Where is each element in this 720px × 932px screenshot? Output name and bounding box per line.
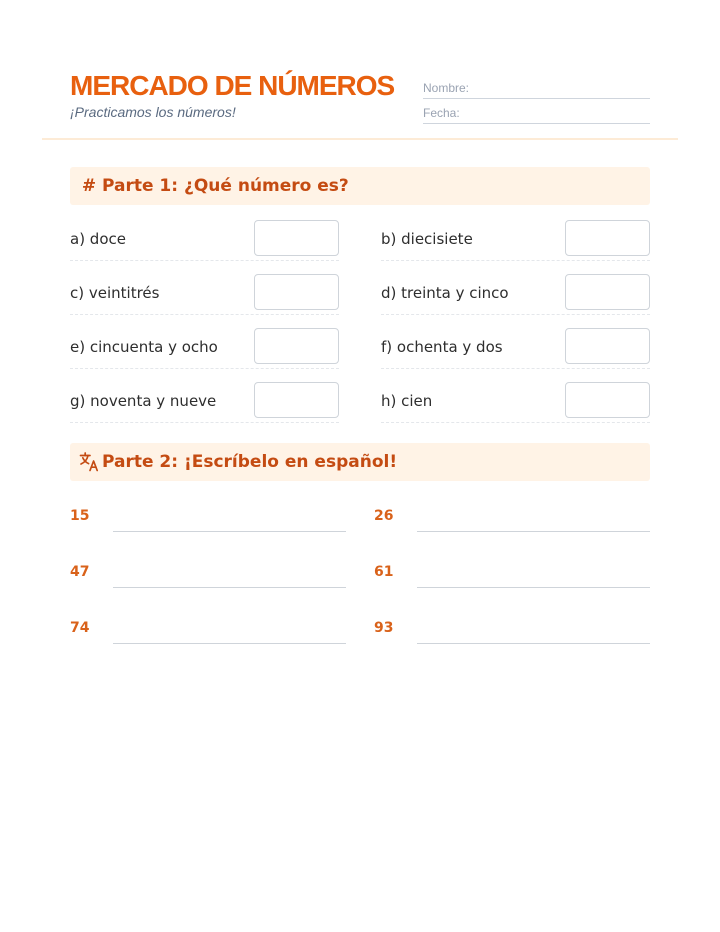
hash-icon: # [81,176,97,196]
question-item [381,220,650,261]
question-item [70,328,339,369]
question-item [70,220,339,261]
number-label: 61 [374,564,394,580]
question-label: h) cien [381,392,433,410]
question-label: a) doce [70,230,126,248]
page-title: MERCADO DE NÚMEROS [70,70,395,101]
question-item [70,382,339,423]
question-item [70,274,339,315]
answer-input[interactable] [254,382,339,418]
header-divider [42,138,678,140]
number-item [374,614,650,644]
number-label: 15 [70,508,90,524]
number-item [70,614,346,644]
number-label: 47 [70,564,90,580]
question-label: f) ochenta y dos [381,338,503,356]
number-label: 26 [374,508,394,524]
question-label: g) noventa y nueve [70,392,217,410]
translate-icon [79,451,99,473]
section-banner-part2 [70,443,650,481]
question-label: d) treinta y cinco [381,284,509,302]
name-field[interactable] [423,78,650,99]
number-item [374,502,650,532]
date-field[interactable] [423,103,650,124]
translate-icon-graphic [79,451,99,473]
answer-input[interactable] [565,382,650,418]
answer-line[interactable] [417,531,650,532]
worksheet-header [70,68,650,128]
question-item [381,274,650,315]
answer-line[interactable] [417,643,650,644]
question-label: b) diecisiete [381,230,473,248]
answer-input[interactable] [254,274,339,310]
number-item [70,502,346,532]
section-title-part2: Parte 2: ¡Escríbelo en español! [102,452,398,472]
number-item [374,558,650,588]
page-subtitle: ¡Practicamos los números! [70,104,236,120]
number-item [70,558,346,588]
question-label: e) cincuenta y ocho [70,338,218,356]
question-item [381,382,650,423]
answer-input[interactable] [254,220,339,256]
answer-line[interactable] [113,643,346,644]
number-label: 74 [70,620,90,636]
number-label: 93 [374,620,394,636]
answer-line[interactable] [417,587,650,588]
answer-input[interactable] [565,328,650,364]
answer-line[interactable] [113,587,346,588]
question-item [381,328,650,369]
answer-input[interactable] [565,274,650,310]
name-field-label: Nombre: [423,81,470,95]
answer-line[interactable] [113,531,346,532]
date-field-label: Fecha: [423,106,460,120]
section-title-part1: Parte 1: ¿Qué número es? [102,176,349,196]
question-label: c) veintitrés [70,284,160,302]
answer-input[interactable] [565,220,650,256]
answer-input[interactable] [254,328,339,364]
section-banner-part1 [70,167,650,205]
